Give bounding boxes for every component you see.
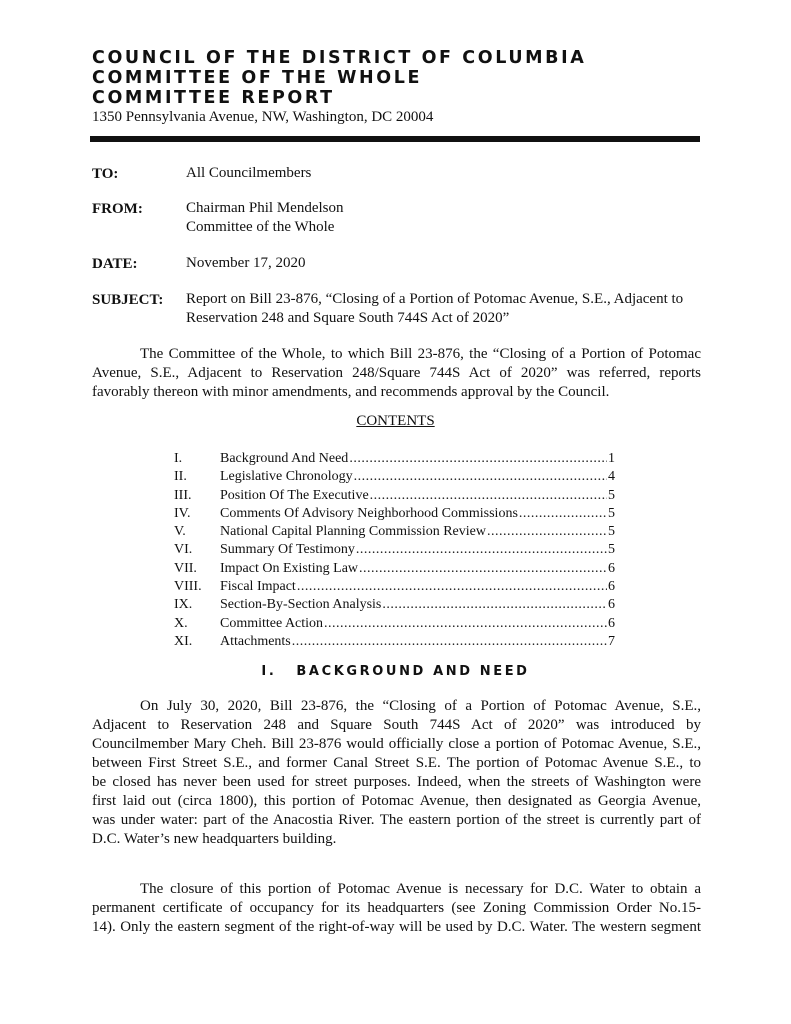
toc-number: VIII.: [174, 579, 202, 595]
background-paragraph-1: [92, 697, 701, 849]
table-of-contents: [174, 451, 615, 652]
toc-page: 6: [608, 579, 615, 595]
toc-entry: [174, 524, 615, 542]
toc-page: 5: [608, 505, 615, 521]
toc-leader: [349, 451, 607, 467]
header-rule: [90, 136, 700, 142]
toc-entry: [174, 506, 615, 524]
toc-entry: [174, 469, 615, 487]
intro-line: The Committee of the Whole, to which Bill 23-876, the “Closing of a Portion of Potomac: [140, 346, 701, 362]
body-line: 14). Only the eastern segment of the right-of-way will be used by D.C. Water. The western segment: [92, 919, 701, 935]
toc-leader: [324, 616, 607, 632]
toc-number: I.: [174, 451, 183, 466]
subject-value-line2: Reservation 248 and Square South 744S Act of 2020”: [186, 310, 510, 326]
toc-page: 4: [608, 469, 615, 485]
body-line: The closure of this portion of Potomac Avenue is necessary for D.C. Water to obtain a: [140, 881, 701, 897]
toc-leader: [487, 524, 607, 540]
from-value-name: Chairman Phil Mendelson: [186, 200, 344, 216]
toc-page: 1: [608, 451, 615, 466]
toc-entry: [174, 561, 615, 579]
toc-number: VII.: [174, 560, 197, 576]
toc-page: 5: [608, 524, 615, 540]
toc-number: VI.: [174, 542, 193, 558]
toc-title: Position Of The Executive: [220, 487, 369, 503]
intro-line: favorably thereon with minor amendments, and recommends approval by the Council.: [92, 384, 610, 400]
body-line: D.C. Water’s new headquarters building.: [92, 831, 337, 847]
toc-leader: [359, 561, 607, 577]
toc-number: V.: [174, 524, 186, 540]
date-value: November 17, 2020: [186, 255, 306, 271]
toc-title: Attachments: [220, 633, 291, 649]
contents-title: CONTENTS: [356, 413, 435, 429]
body-line: Adjacent to Reservation 248 and Square South 744S Act of 2020” was introduced by: [92, 717, 701, 733]
toc-number: XI.: [174, 633, 193, 649]
toc-page: 5: [608, 542, 615, 558]
toc-title: Impact On Existing Law: [220, 560, 359, 576]
council-heading: COUNCIL OF THE DISTRICT OF COLUMBIA: [92, 48, 587, 68]
toc-title: Fiscal Impact: [220, 579, 296, 595]
report-heading: COMMITTEE REPORT: [92, 88, 335, 108]
toc-title: Legislative Chronology: [220, 469, 353, 485]
from-label: FROM:: [92, 201, 143, 217]
toc-leader: [297, 579, 607, 595]
section-title: BACKGROUND AND NEED: [296, 664, 530, 679]
toc-entry: [174, 542, 615, 560]
body-line: Councilmember Mary Cheh. Bill 23-876 would officially close a portion of Potomac Avenue, S.E.,: [92, 736, 701, 752]
toc-leader: [356, 542, 607, 558]
from-value-committee: Committee of the Whole: [186, 219, 335, 235]
subject-value-line1: Report on Bill 23-876, “Closing of a Portion of Potomac Avenue, S.E., Adjacent to: [186, 291, 684, 307]
toc-title: Background And Need: [220, 451, 349, 466]
toc-page: 5: [608, 487, 615, 503]
toc-number: II.: [174, 469, 187, 485]
background-paragraph-2: [92, 880, 701, 937]
intro-paragraph: [92, 345, 701, 402]
toc-page: 6: [608, 597, 615, 613]
toc-number: IX.: [174, 597, 193, 613]
body-line: be closed has never been used for street purposes. Indeed, when the streets of Washington were: [92, 774, 701, 790]
toc-title: Committee Action: [220, 615, 324, 631]
toc-number: III.: [174, 487, 192, 503]
toc-page: 7: [608, 633, 615, 649]
section-heading: [0, 664, 791, 679]
toc-title: Summary Of Testimony: [220, 542, 355, 558]
toc-page: 6: [608, 615, 615, 631]
toc-entry: [174, 634, 615, 652]
toc-leader: [354, 469, 607, 485]
subject-label: SUBJECT:: [92, 292, 164, 308]
toc-page: 6: [608, 560, 615, 576]
body-line: was under water: part of the Anacostia River. The eastern portion of the street is currently part of: [92, 812, 701, 828]
body-line: On July 30, 2020, Bill 23-876, the “Closing of a Portion of Potomac Avenue, S.E.,: [140, 698, 701, 714]
council-address: 1350 Pennsylvania Avenue, NW, Washington, DC 20004: [92, 109, 434, 125]
toc-number: IV.: [174, 505, 191, 521]
toc-entry: [174, 579, 615, 597]
toc-entry: [174, 597, 615, 615]
toc-title: Section-By-Section Analysis: [220, 597, 382, 613]
toc-number: X.: [174, 615, 188, 631]
date-label: DATE:: [92, 256, 138, 272]
toc-title: National Capital Planning Commission Review: [220, 524, 486, 540]
body-line: first laid out (circa 1800), this portion of Potomac Avenue, then designated as Georgia Avenue,: [92, 793, 701, 809]
toc-entry: [174, 616, 615, 634]
section-number: I.: [261, 664, 277, 679]
toc-leader: [519, 506, 607, 522]
intro-line: Avenue, S.E., Adjacent to Reservation 248/Square 744S Act of 2020” was referred, reports: [92, 365, 701, 381]
to-label: TO:: [92, 166, 119, 182]
to-value: All Councilmembers: [186, 165, 312, 181]
toc-entry: [174, 451, 615, 469]
toc-entry: [174, 488, 615, 506]
toc-leader: [382, 597, 607, 613]
body-line: between First Street S.E., and former Canal Street S.E. The portion of Potomac Avenue S.E., to: [92, 755, 701, 771]
toc-title: Comments Of Advisory Neighborhood Commissions: [220, 505, 518, 521]
body-line: permanent certificate of occupancy for its headquarters (see Zoning Commission Order No.15-: [92, 900, 701, 916]
committee-heading: COMMITTEE OF THE WHOLE: [92, 68, 423, 88]
toc-leader: [292, 634, 607, 650]
toc-leader: [370, 488, 607, 504]
